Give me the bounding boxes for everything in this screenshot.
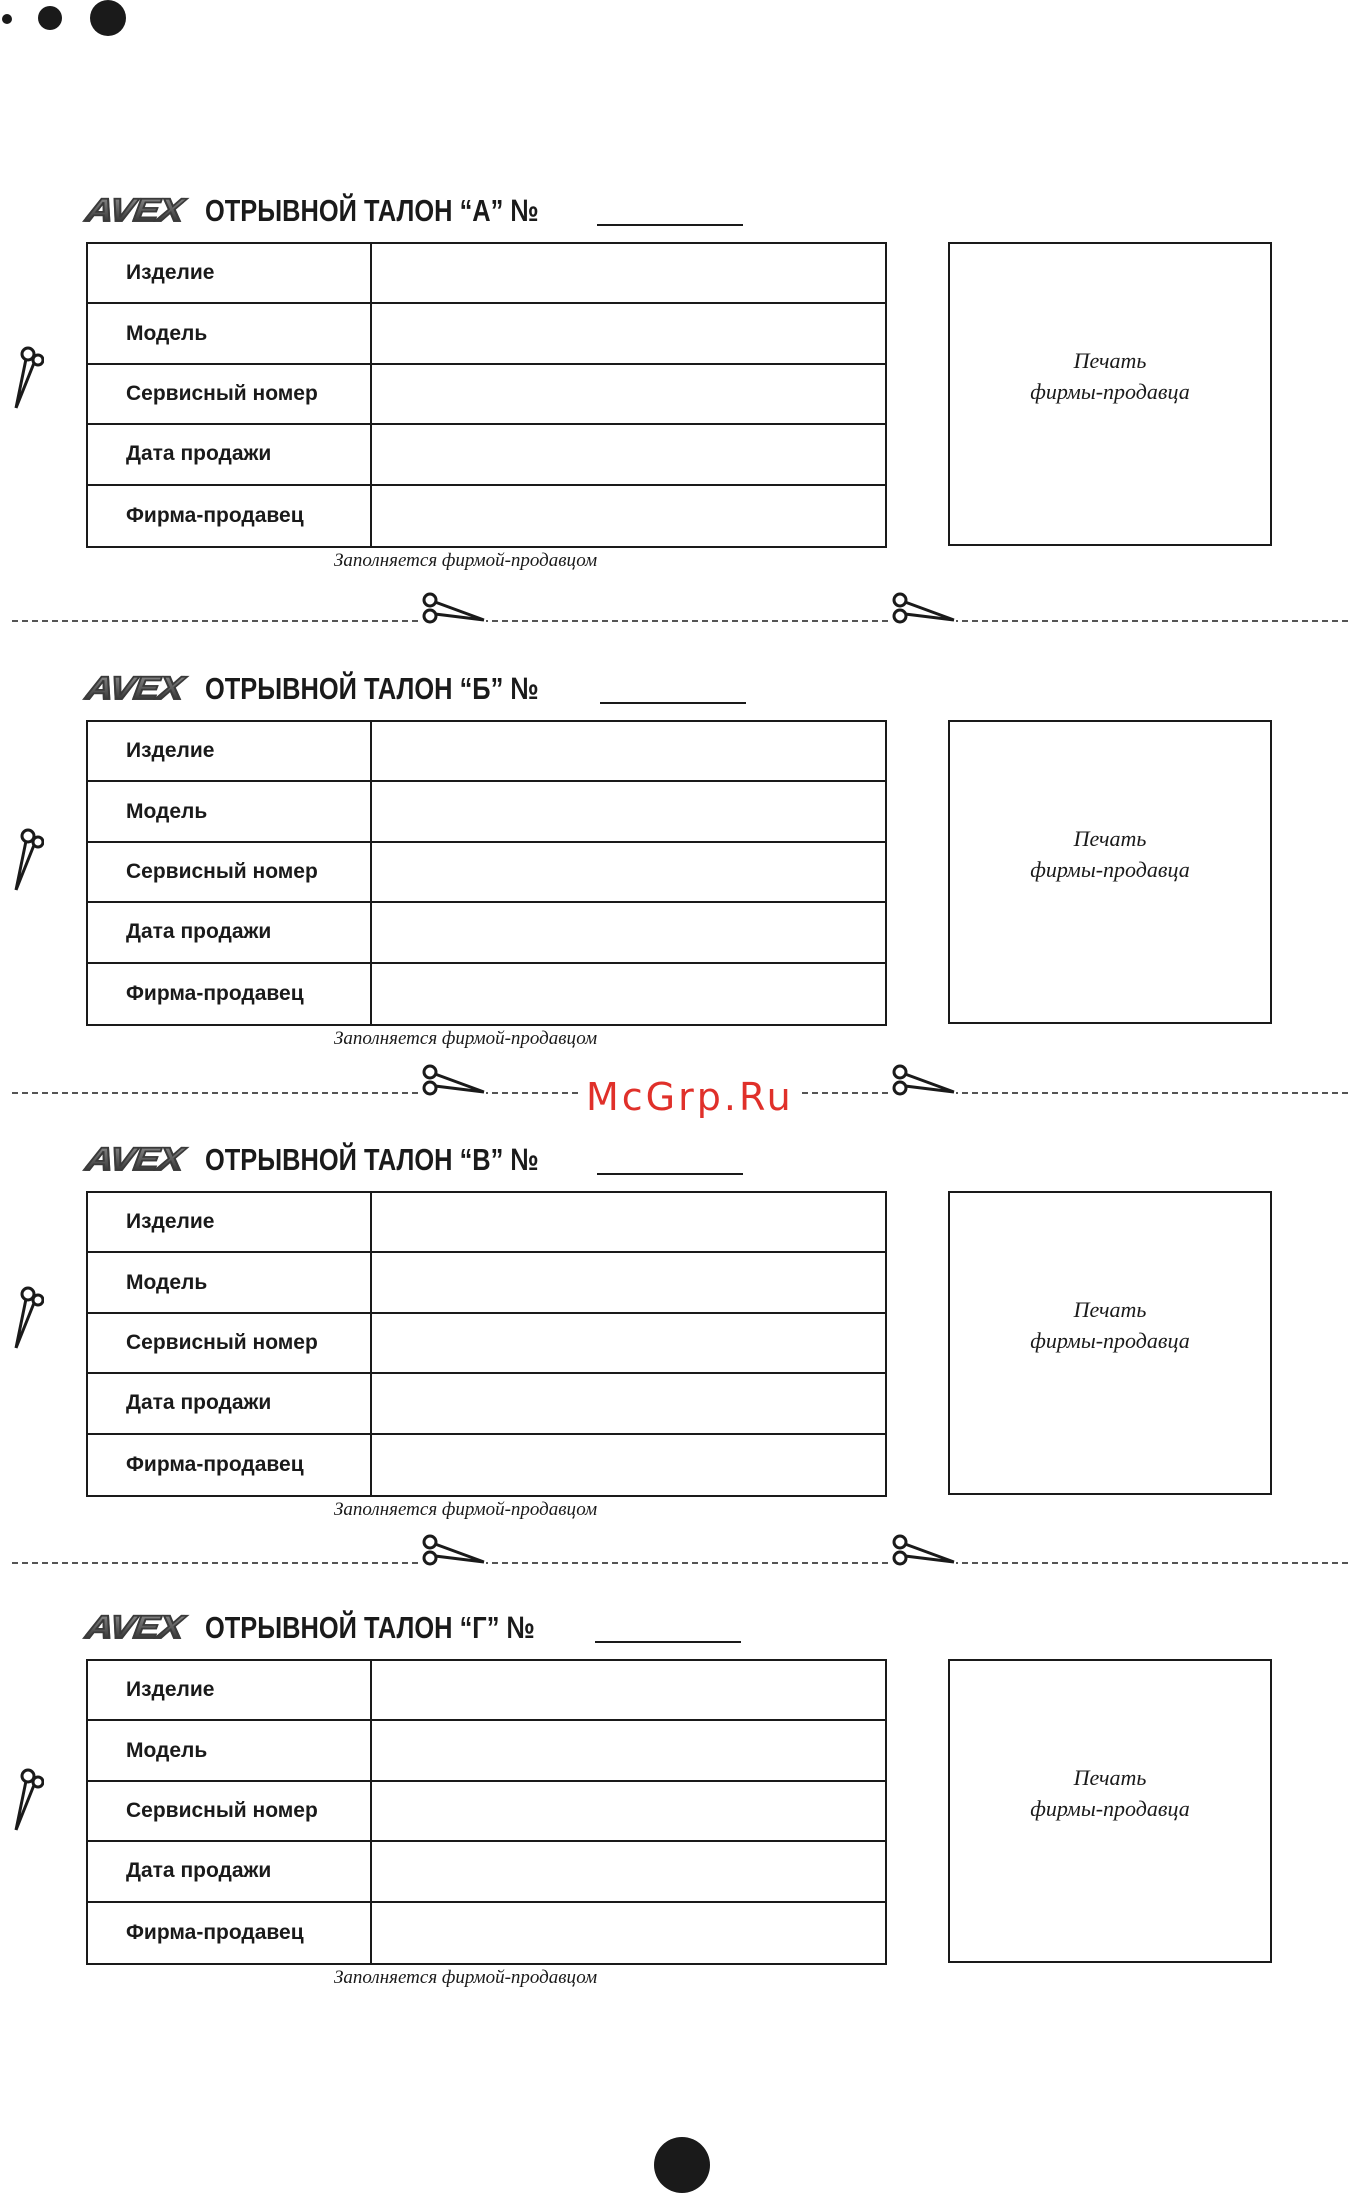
field-value-sale-date[interactable] [372, 1374, 885, 1432]
seller-stamp-box [948, 720, 1272, 1024]
field-value-seller[interactable] [372, 1435, 885, 1495]
scissors-icon [8, 1284, 44, 1350]
field-label: Дата продажи [88, 1842, 372, 1900]
field-row-seller [88, 1903, 885, 1963]
coupon-header [83, 666, 612, 707]
field-row-product [88, 1193, 885, 1253]
field-label: Изделие [88, 1661, 372, 1719]
field-row-sale-date [88, 1842, 885, 1902]
stamp-label: Печать [1073, 348, 1147, 373]
field-row-seller [88, 964, 885, 1024]
coupon-number-field[interactable] [597, 1173, 743, 1175]
field-value-sale-date[interactable] [372, 425, 885, 483]
field-value-model[interactable] [372, 304, 885, 362]
scissors-icon [8, 1766, 44, 1832]
coupon-header [83, 1137, 612, 1178]
field-value-seller[interactable] [372, 964, 885, 1024]
field-value-product[interactable] [372, 244, 885, 302]
brand-logo: AVEX [83, 1610, 186, 1646]
stamp-label: фирмы-продавца [1030, 1328, 1190, 1353]
field-value-sale-date[interactable] [372, 903, 885, 961]
seller-stamp-box [948, 1659, 1272, 1963]
field-value-service-number[interactable] [372, 365, 885, 423]
fields-table [86, 1191, 887, 1497]
scissors-icon [8, 344, 44, 410]
registration-dot-large [90, 0, 126, 36]
field-value-sale-date[interactable] [372, 1842, 885, 1900]
field-label: Изделие [88, 722, 372, 780]
fill-caption: Заполняется фирмой-продавцом [334, 550, 598, 571]
scissors-icon [890, 1062, 956, 1098]
field-row-product [88, 1661, 885, 1721]
field-label: Модель [88, 1721, 372, 1779]
field-value-seller[interactable] [372, 486, 885, 546]
field-value-model[interactable] [372, 1253, 885, 1311]
field-label: Фирма-продавец [88, 964, 372, 1024]
coupon-title: ОТРЫВНОЙ ТАЛОН “В” № [204, 1142, 539, 1177]
fill-caption: Заполняется фирмой-продавцом [334, 1028, 598, 1049]
field-row-model [88, 304, 885, 364]
field-label: Изделие [88, 1193, 372, 1251]
stamp-label: Печать [1073, 1297, 1147, 1322]
field-label: Фирма-продавец [88, 486, 372, 546]
coupon-title: ОТРЫВНОЙ ТАЛОН “Б” № [204, 671, 539, 706]
field-value-service-number[interactable] [372, 1782, 885, 1840]
coupon-b [0, 666, 1348, 1086]
seller-stamp-box [948, 1191, 1272, 1495]
field-row-model [88, 1253, 885, 1313]
field-value-seller[interactable] [372, 1903, 885, 1963]
stamp-label: Печать [1073, 1765, 1147, 1790]
field-row-sale-date [88, 1374, 885, 1434]
field-label: Сервисный номер [88, 365, 372, 423]
field-value-product[interactable] [372, 1661, 885, 1719]
scissors-icon [420, 1062, 486, 1098]
field-value-model[interactable] [372, 1721, 885, 1779]
stamp-label: фирмы-продавца [1030, 379, 1190, 404]
field-label: Сервисный номер [88, 843, 372, 901]
field-row-sale-date [88, 903, 885, 963]
field-row-model [88, 782, 885, 842]
field-value-product[interactable] [372, 1193, 885, 1251]
field-label: Сервисный номер [88, 1782, 372, 1840]
stamp-label: фирмы-продавца [1030, 1796, 1190, 1821]
fields-table [86, 720, 887, 1026]
coupon-g [0, 1605, 1348, 2025]
brand-logo: AVEX [83, 671, 186, 707]
field-row-service-number [88, 843, 885, 903]
scissors-icon [890, 590, 956, 626]
field-label: Сервисный номер [88, 1314, 372, 1372]
scissors-icon [890, 1532, 956, 1568]
seller-stamp-box [948, 242, 1272, 546]
coupon-number-field[interactable] [600, 702, 746, 704]
coupon-v [0, 1137, 1348, 1557]
field-label: Изделие [88, 244, 372, 302]
field-label: Модель [88, 304, 372, 362]
field-label: Дата продажи [88, 1374, 372, 1432]
brand-logo: AVEX [83, 1142, 186, 1178]
field-row-service-number [88, 1314, 885, 1374]
field-row-service-number [88, 1782, 885, 1842]
registration-dot-small [2, 14, 12, 24]
cut-line [12, 1562, 1348, 1564]
field-row-sale-date [88, 425, 885, 485]
field-label: Модель [88, 1253, 372, 1311]
field-value-model[interactable] [372, 782, 885, 840]
brand-logo: AVEX [83, 193, 186, 229]
fill-caption: Заполняется фирмой-продавцом [334, 1967, 598, 1988]
stamp-label: Печать [1073, 826, 1147, 851]
field-value-product[interactable] [372, 722, 885, 780]
watermark-text: McGrp.Ru [580, 1075, 800, 1119]
fields-table [86, 1659, 887, 1965]
field-row-seller [88, 1435, 885, 1495]
coupon-header [83, 188, 612, 229]
coupon-title: ОТРЫВНОЙ ТАЛОН “Г” № [204, 1610, 535, 1645]
field-label: Модель [88, 782, 372, 840]
field-row-service-number [88, 365, 885, 425]
registration-dot-medium [38, 6, 62, 30]
scissors-icon [420, 1532, 486, 1568]
field-label: Дата продажи [88, 903, 372, 961]
page-marker-dot [654, 2137, 710, 2193]
field-row-product [88, 244, 885, 304]
field-value-service-number[interactable] [372, 843, 885, 901]
field-row-seller [88, 486, 885, 546]
fields-table [86, 242, 887, 548]
field-value-service-number[interactable] [372, 1314, 885, 1372]
scissors-icon [8, 826, 44, 892]
field-row-product [88, 722, 885, 782]
coupon-header [83, 1605, 607, 1646]
coupon-number-field[interactable] [597, 224, 743, 226]
coupon-a [0, 188, 1348, 608]
coupon-number-field[interactable] [595, 1641, 741, 1643]
scissors-icon [420, 590, 486, 626]
coupon-title: ОТРЫВНОЙ ТАЛОН “А” № [204, 193, 539, 228]
field-row-model [88, 1721, 885, 1781]
cut-line [12, 620, 1348, 622]
fill-caption: Заполняется фирмой-продавцом [334, 1499, 598, 1520]
field-label: Фирма-продавец [88, 1435, 372, 1495]
field-label: Фирма-продавец [88, 1903, 372, 1963]
stamp-label: фирмы-продавца [1030, 857, 1190, 882]
field-label: Дата продажи [88, 425, 372, 483]
